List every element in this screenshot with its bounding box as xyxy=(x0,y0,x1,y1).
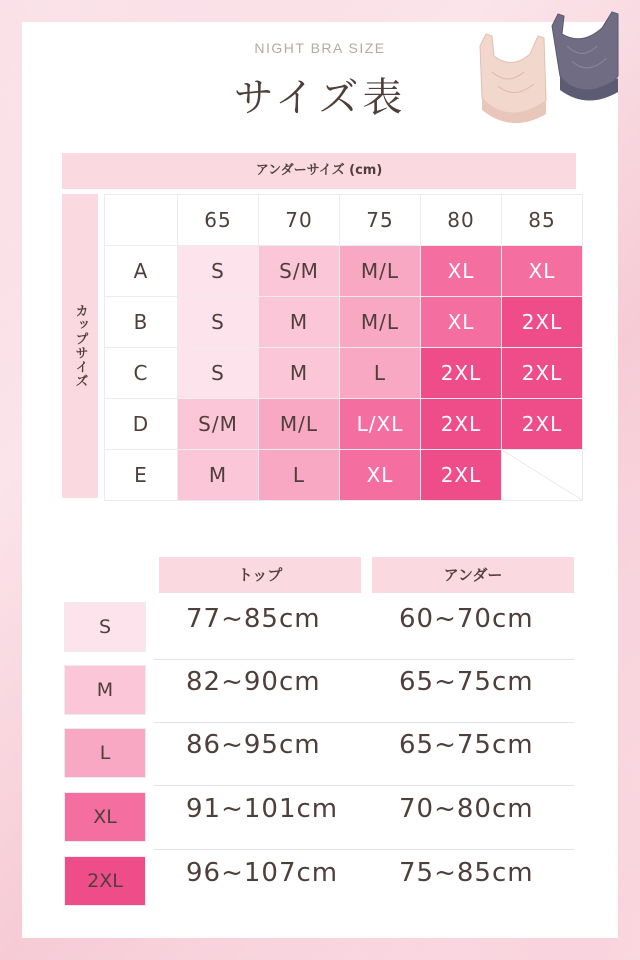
top-range: 82~90cm xyxy=(186,667,321,697)
size-cell: S xyxy=(178,348,258,398)
under-size-65: 65 xyxy=(178,195,258,245)
size-cell: 2XL xyxy=(502,348,582,398)
page-title: サイズ表 xyxy=(233,75,407,121)
size-cell: L xyxy=(259,450,339,500)
size-cell: M xyxy=(259,297,339,347)
size-cell: XL xyxy=(502,246,582,296)
under-header: アンダー xyxy=(372,557,574,593)
cup-size-header xyxy=(62,194,98,498)
cup-label-b: B xyxy=(105,297,177,347)
measure-row-s xyxy=(64,596,574,656)
under-range: 65~75cm xyxy=(399,730,534,760)
size-cell: 2XL xyxy=(421,450,501,500)
under-size-85: 85 xyxy=(502,195,582,245)
cup-label-c: C xyxy=(105,348,177,398)
size-cell-empty xyxy=(502,450,582,500)
size-cell: M xyxy=(259,348,339,398)
under-range: 75~85cm xyxy=(399,858,534,888)
top-range: 96~107cm xyxy=(186,858,339,888)
size-cell: 2XL xyxy=(421,348,501,398)
under-size-header: アンダーサイズ (cm) xyxy=(62,153,576,189)
size-swatch: M xyxy=(64,665,146,715)
cup-label-e: E xyxy=(105,450,177,500)
grid-corner xyxy=(105,195,177,245)
under-size-70: 70 xyxy=(259,195,339,245)
size-cell: XL xyxy=(340,450,420,500)
under-size-75: 75 xyxy=(340,195,420,245)
size-cell: XL xyxy=(421,297,501,347)
size-chart-grid xyxy=(104,194,583,501)
measure-row-2xl xyxy=(64,850,574,910)
cup-size-label: カップサイズ xyxy=(72,304,88,388)
size-cell: S/M xyxy=(178,399,258,449)
size-swatch: S xyxy=(64,602,146,652)
cup-label-a: A xyxy=(105,246,177,296)
size-cell: 2XL xyxy=(421,399,501,449)
size-cell: L/XL xyxy=(340,399,420,449)
cup-label-d: D xyxy=(105,399,177,449)
size-cell: 2XL xyxy=(502,297,582,347)
size-cell: M/L xyxy=(340,297,420,347)
size-cell: XL xyxy=(421,246,501,296)
measure-row-l xyxy=(64,722,574,782)
size-cell: L xyxy=(340,348,420,398)
size-cell: S xyxy=(178,246,258,296)
under-range: 70~80cm xyxy=(399,794,534,824)
size-cell: M/L xyxy=(259,399,339,449)
top-range: 86~95cm xyxy=(186,730,321,760)
size-swatch: XL xyxy=(64,792,146,842)
measure-row-m xyxy=(64,659,574,719)
measure-row-xl xyxy=(64,786,574,846)
size-swatch: L xyxy=(64,728,146,778)
top-header: トップ xyxy=(159,557,361,593)
under-range: 60~70cm xyxy=(399,604,534,634)
under-size-80: 80 xyxy=(421,195,501,245)
size-cell: 2XL xyxy=(502,399,582,449)
page-subtitle: NIGHT BRA SIZE xyxy=(254,40,386,56)
top-range: 77~85cm xyxy=(186,604,321,634)
top-range: 91~101cm xyxy=(186,794,339,824)
size-cell: M/L xyxy=(340,246,420,296)
size-cell: S xyxy=(178,297,258,347)
size-swatch: 2XL xyxy=(64,856,146,906)
size-cell: S/M xyxy=(259,246,339,296)
under-range: 65~75cm xyxy=(399,667,534,697)
size-cell: M xyxy=(178,450,258,500)
